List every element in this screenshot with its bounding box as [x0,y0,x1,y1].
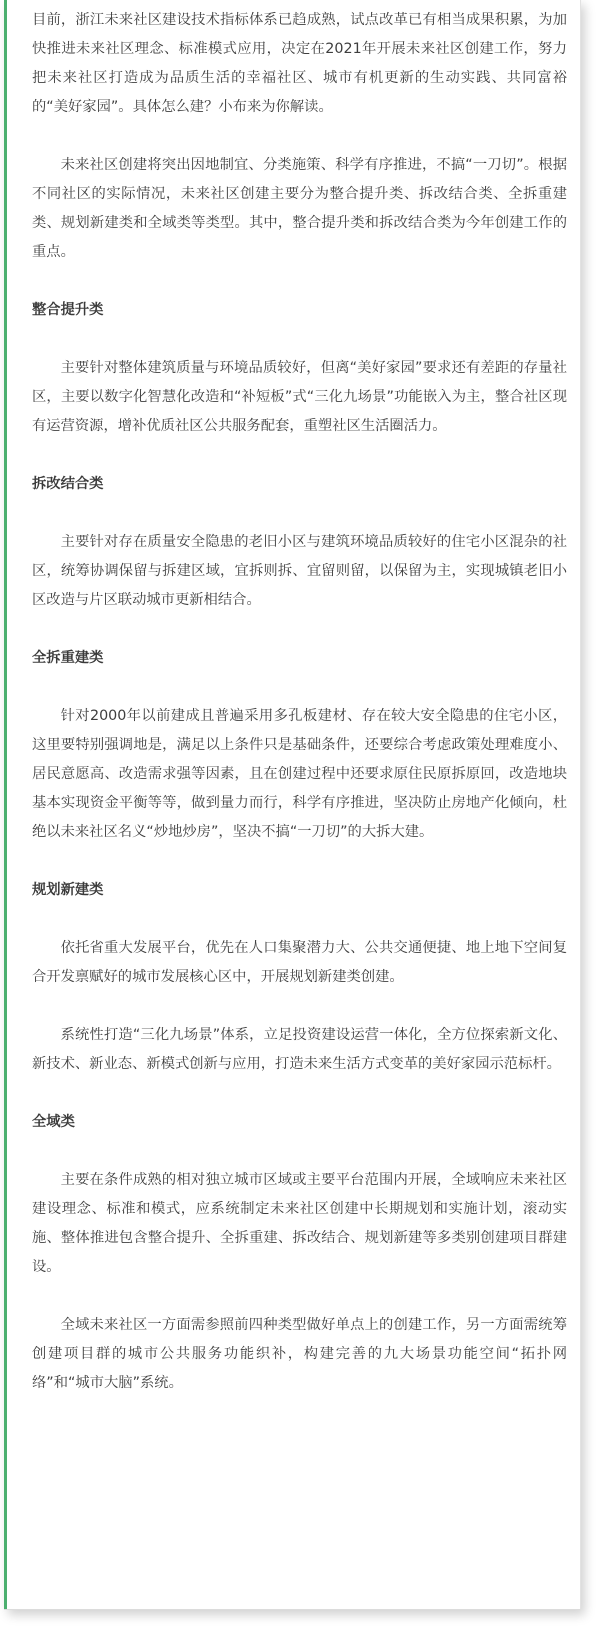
overview-paragraph: 未来社区创建将突出因地制宜、分类施策、科学有序推进，不搞“一刀切”。根据不同社区的实际情况，未来社区创建主要分为整合提升类、拆改结合类、全拆重建类、规划新建类和全域类等类型。其中，整合提升类和拆改结合类为今年创建工作的重点。 [32,157,567,260]
region-paragraph-1: 主要在条件成熟的相对独立城市区域或主要平台范围内开展，全域响应未来社区建设理念、标准和模式，应系统制定未来社区创建中长期规划和实施计划，滚动实施、整体推进包含整合提升、全拆重建、拆改结合、规划新建等多类别创建项目群建设。 [32,1172,567,1275]
renovate-paragraph: 主要针对存在质量安全隐患的老旧小区与建筑环境品质较好的住宅小区混杂的社区，统筹协调保留与拆建区域，宜拆则拆、宜留则留，以保留为主，实现城镇老旧小区改造与片区联动城市更新相结合。 [32,534,567,608]
accent-bar [4,0,7,1609]
intro-paragraph: 目前，浙江未来社区建设技术指标体系已趋成熟，试点改革已有相当成果积累，为加快推进未来社区理念、标准模式应用，决定在2021年开展未来社区创建工作，努力把未来社区打造成为品质生活的幸福社区、城市有机更新的生动实践、共同富裕的“美好家园”。具体怎么建？小布来为你解读。 [32,12,567,115]
article-body [32,6,567,1427]
section-heading-integrate: 整合提升类 [32,302,104,318]
section-heading-rebuild: 全拆重建类 [32,650,104,666]
rebuild-paragraph: 针对2000年以前建成且普遍采用多孔板建材、存在较大安全隐患的住宅小区，这里要特别强调地是，满足以上条件只是基础条件，还要综合考虑政策处理难度小、居民意愿高、改造需求强等因素，且在创建过程中还要求原住民原拆原回，改造地块基本实现资金平衡等等，做到量力而行，科学有序推进，坚决防止房地产化倾向，杜绝以未来社区名义“炒地炒房”，坚决不搞“一刀切”的大拆大建。 [32,708,567,840]
section-heading-region: 全域类 [32,1114,75,1130]
plan-paragraph-1: 依托省重大发展平台，优先在人口集聚潜力大、公共交通便捷、地上地下空间复合开发禀赋好的城市发展核心区中，开展规划新建类创建。 [32,940,567,985]
section-heading-plan: 规划新建类 [32,882,104,898]
section-heading-renovate: 拆改结合类 [32,476,104,492]
plan-paragraph-2: 系统性打造“三化九场景”体系，立足投资建设运营一体化，全方位探索新文化、新技术、新业态、新模式创新与应用，打造未来生活方式变革的美好家园示范标杆。 [32,1027,567,1072]
region-paragraph-2: 全域未来社区一方面需参照前四种类型做好单点上的创建工作，另一方面需统筹创建项目群的城市公共服务功能织补，构建完善的九大场景功能空间“拓扑网络”和“城市大脑”系统。 [32,1317,567,1391]
integrate-paragraph: 主要针对整体建筑质量与环境品质较好，但离“美好家园”要求还有差距的存量社区，主要以数字化智慧化改造和“补短板”式“三化九场景”功能嵌入为主，整合社区现有运营资源，增补优质社区公共服务配套，重塑社区生活圈活力。 [32,360,567,434]
